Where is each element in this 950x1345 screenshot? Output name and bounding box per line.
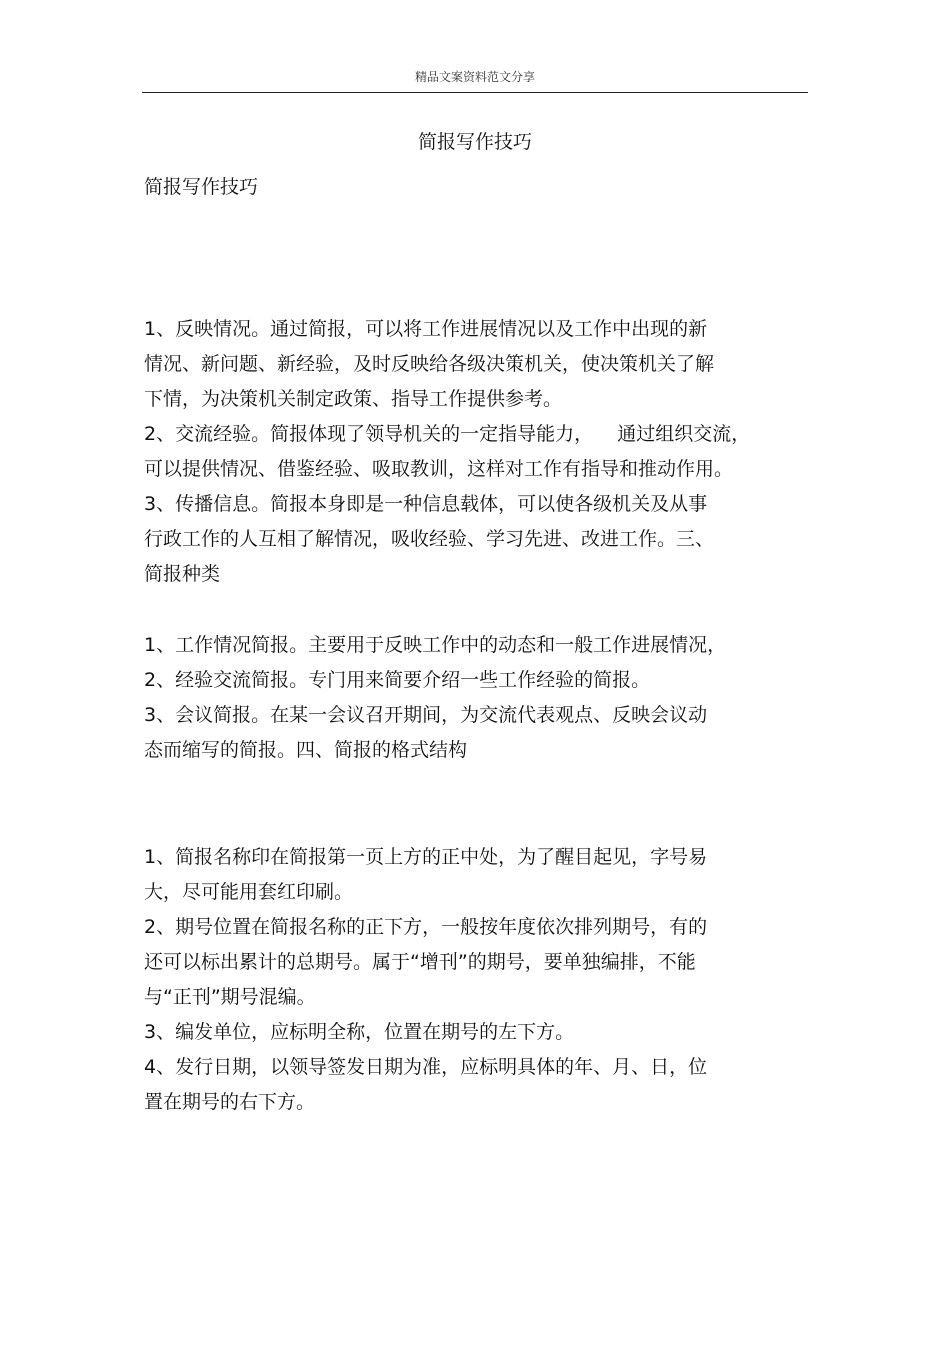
document-title: 简报写作技巧 [417, 131, 532, 153]
body-line: 3、会议简报。在某一会议召开期间，为交流代表观点、反映会议动 [144, 704, 708, 726]
body-line: 3、传播信息。简报本身即是一种信息载体，可以使各级机关及从事 [144, 493, 708, 515]
body-line: 1、反映情况。通过简报，可以将工作进展情况以及工作中出现的新 [144, 318, 708, 340]
body-line: 可以提供情况、借鉴经验、吸取教训，这样对工作有指导和推动作用。 [144, 458, 734, 480]
header-text: 精品文案资料范文分享 [414, 70, 535, 84]
body-line: 情况、新问题、新经验，及时反映给各级决策机关，使决策机关了解 [144, 353, 715, 375]
page-header [142, 64, 808, 93]
body-line: 3、编发单位，应标明全称，位置在期号的左下方。 [144, 1021, 575, 1043]
body-line: 与“正刊”期号混编。 [144, 986, 316, 1008]
document-subtitle: 简报写作技巧 [144, 176, 259, 198]
body-line: 2、交流经验。简报体现了领导机关的一定指导能力， 通过组织交流， [144, 423, 751, 445]
body-line: 2、期号位置在简报名称的正下方，一般按年度依次排列期号，有的 [144, 916, 708, 938]
body-line: 1、工作情况简报。主要用于反映工作中的动态和一般工作进展情况， [144, 634, 727, 656]
body-line: 4、发行日期，以领导签发日期为准，应标明具体的年、月、日，位 [144, 1056, 708, 1078]
body-line: 置在期号的右下方。 [144, 1091, 316, 1113]
body-line: 行政工作的人互相了解情况，吸收经验、学习先进、改进工作。三、 [144, 528, 715, 550]
body-line: 还可以标出累计的总期号。属于“增刊”的期号，要单独编排，不能 [144, 951, 696, 973]
body-line: 简报种类 [144, 563, 221, 585]
body-line: 大，尽可能用套红印刷。 [144, 881, 354, 903]
body-line: 2、经验交流简报。专门用来简要介绍一些工作经验的简报。 [144, 669, 651, 691]
body-line: 态而缩写的简报。四、简报的格式结构 [144, 739, 468, 761]
body-line: 下情，为决策机关制定政策、指导工作提供参考。 [144, 388, 563, 410]
body-line: 1、简报名称印在简报第一页上方的正中处，为了醒目起见，字号易 [144, 846, 708, 868]
